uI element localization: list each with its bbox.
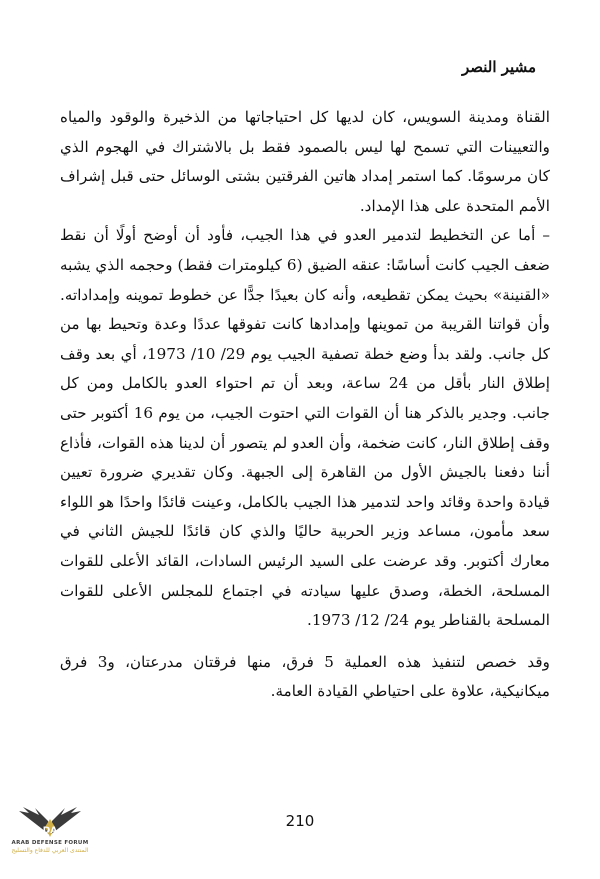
paragraph-3: وقد خصص لتنفيذ هذه العملية 5 فرق، منها فرقتان مدرعتان، و3 فرق ميكانيكية، علاوة على احتياطي القيادة العامة.: [60, 652, 550, 701]
forum-watermark-logo: [4, 805, 96, 867]
running-head-title: مشير النصر: [462, 58, 536, 76]
paragraph-1: القناة ومدينة السويس، كان لديها كل احتياجاتها من الذخيرة والوقود والمياه والتعيينات التي تسمح لها ليس بالصمود فقط بل بالاشتراك في الهجوم الذي كان مرسومًا. كما استمر إمداد هاتين الفرقتين بشتى الوسائل حتى قبل إشراف الأمم المتحدة على هذا الإمداد.: [60, 108, 550, 215]
paragraph-2: – أما عن التخطيط لتدمير العدو في هذا الجيب، فأود أن أوضح أولًا أن نقط ضعف الجيب كانت أساسًا: عنقه الضيق (6 كيلومترات فقط) وحجمه الذي يشبه «القنينة» بحيث يمكن تقطيعه، وأنه كان بعيدًا جدًّا عن خطوط تموينه وإمداداته. وأن قواتنا القريبة من تموينها وإمدادها كانت تفوقها عددًا وعدة وتحيط بها من كل جانب. ولقد بدأ وضع خطة تصفية الجيب يوم 29/ 10/ 1973، أي بعد وقف إطلاق النار بأقل من 24 ساعة، وبعد أن تم احتواء العدو بالكامل ومن كل جانب. وجدير بالذكر هنا أن القوات التي احتوت الجيب، من يوم 16 أكتوبر حتى وقف إطلاق النار، كانت ضخمة، وأن العدو لم يتصور أن لدينا هذه القوات، فأذاع أننا دفعنا بالجيش الأول من القاهرة إلى الجبهة. وكان تقديري ضرورة تعيين قيادة واحدة وقائد واحد لتدمير هذا الجيب بالكامل، وعينت قائدًا واحدًا هو اللواء سعد مأمون، مساعد وزير الحربية حاليًا والذي كان قائدًا للجيش الثاني في معارك أكتوبر. وقد عرضت على السيد الرئيس السادات، القائد الأعلى للقوات المسلحة، الخطة، وصدق عليها سيادته في اجتماع للمجلس الأعلى للقوات المسلحة بالقناطر يوم 24/ 12/ 1973.: [60, 226, 551, 630]
watermark-org-name-en: ARAB DEFENSE FORUM: [11, 840, 89, 846]
page-number: 210: [285, 812, 315, 830]
logo-letters: DA: [42, 826, 58, 836]
eagle-wings-icon: [15, 805, 85, 839]
watermark-org-name-ar: المنتدى العربي للدفاع والتسليح: [11, 847, 89, 854]
body-text: [60, 103, 550, 707]
